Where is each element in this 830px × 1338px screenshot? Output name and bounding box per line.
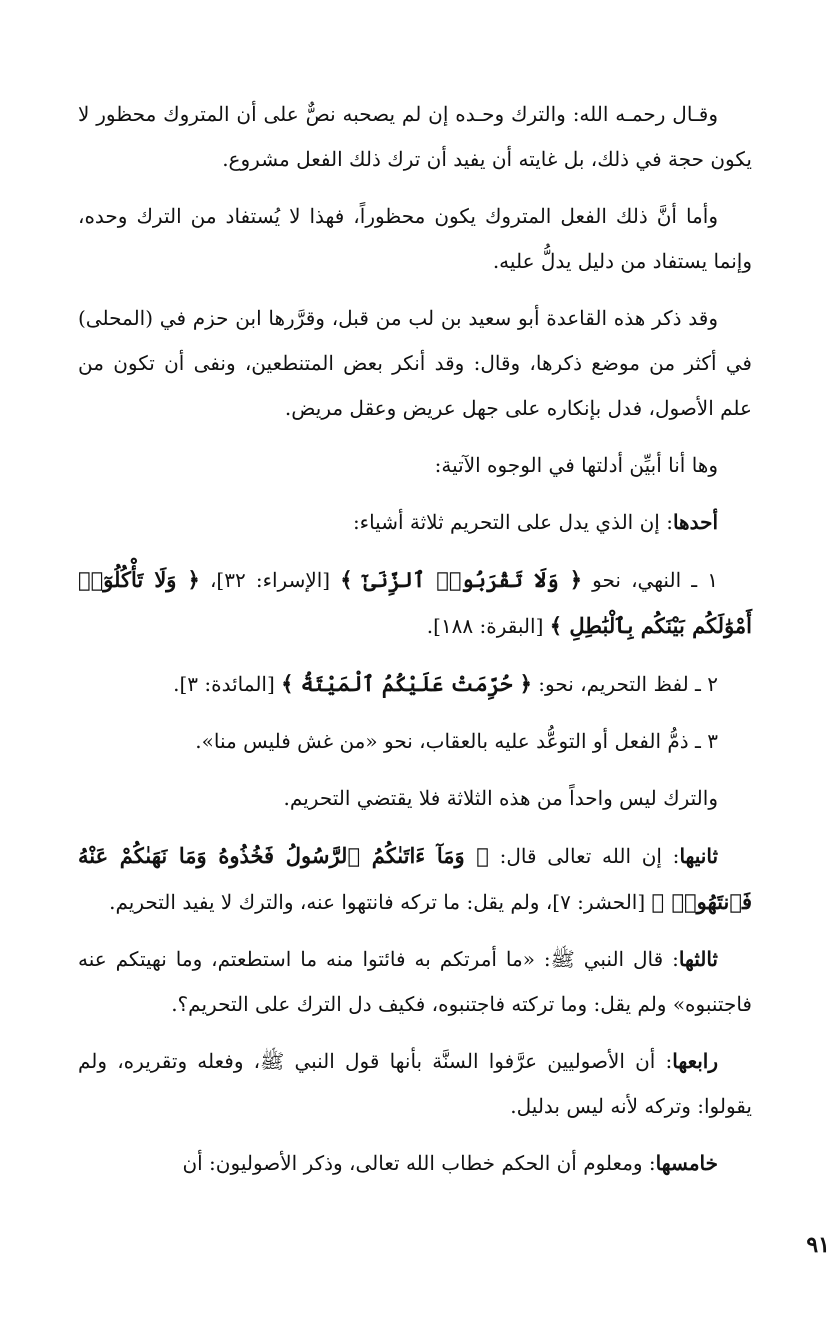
page-number: ٩١ [806, 1232, 830, 1258]
fifth-point-lead: خامسها [655, 1151, 718, 1175]
third-point-text: : قال النبي ﷺ: «ما أمرتكم به فائتوا منه ما استطعتم، وما نهيتكم عنه فاجتنبوه» ولم يقل: وما تركته فاجتنبوه، فكيف دل الترك على التحريم؟. [78, 947, 752, 1016]
second-point-prefix: : إن الله تعالى قال: [488, 844, 680, 868]
list-item-3-prefix: ٣ ـ ذمُّ الفعل أو التوعُّد عليه بالعقاب، نحو «من غش فليس منا». [195, 729, 718, 753]
paragraph-2-text: وأما أنَّ ذلك الفعل المتروك يكون محظوراً، فهذا لا يُستفاد من الترك وحده، وإنما يستفاد من دليل يدلُّ عليه. [78, 204, 752, 273]
fifth-point [78, 1141, 752, 1186]
second-point [78, 833, 752, 925]
conclusion-text: والترك ليس واحداً من هذه الثلاثة فلا يقتضي التحريم. [283, 786, 718, 810]
third-point-lead: ثالثها [678, 947, 718, 971]
paragraph-4 [78, 443, 752, 488]
first-point [78, 500, 752, 545]
list-item-1 [78, 557, 752, 649]
quran-verse-2: ﴿ وَلَا تَأْكُلُوٓا۟ أَمْوَٰلَكُم بَيْنَكُم بِٱلْبَٰطِلِ ﴾ [78, 567, 752, 638]
list-item-3 [78, 719, 752, 764]
third-point [78, 937, 752, 1027]
paragraph-3 [78, 296, 752, 431]
quran-verse-4: ﴿ وَمَآ ءَاتَىٰكُمُ ٱلرَّسُولُ فَخُذُوهُ وَمَا نَهَىٰكُمْ عَنْهُ فَٱنتَهُوا۟ ﴾ [78, 843, 752, 914]
paragraph-4-text: وها أنا أبيِّن أدلتها في الوجوه الآتية: [434, 453, 718, 477]
first-point-lead: أحدها [672, 510, 718, 534]
fourth-point [78, 1039, 752, 1129]
second-point-lead: ثانيها [679, 844, 719, 868]
fourth-point-lead: رابعها [672, 1049, 718, 1073]
list-item-2 [78, 661, 752, 707]
quran-verse-3: ﴿ حُرِّمَتْ عَلَيْكُمُ ٱلْمَيْتَةُ ﴾ [281, 671, 532, 696]
conclusion-paragraph [78, 776, 752, 821]
list-item-2-suffix: [المائدة: ٣]. [173, 672, 282, 696]
quran-verse-1: ﴿ وَلَا تَقْرَبُوا۟ ٱلزِّنَىٰٓ ﴾ [340, 567, 583, 592]
list-item-2-prefix: ٢ ـ لفظ التحريم، نحو: [531, 672, 718, 696]
paragraph-2 [78, 194, 752, 284]
second-point-suffix: [الحشر: ٧]، ولم يقل: ما تركه فانتهوا عنه، والترك لا يفيد التحريم. [109, 890, 652, 914]
list-item-1-prefix: ١ ـ النهي، نحو [582, 568, 718, 592]
list-item-1-suffix: [البقرة: ١٨٨]. [426, 614, 550, 638]
list-item-1-mid: [الإسراء: ٣٢]، [199, 568, 341, 592]
paragraph-3-text: وقد ذكر هذه القاعدة أبو سعيد بن لب من قبل، وقرَّرها ابن حزم في (المحلى) في أكثر من موضع ذكرها، وقال: وقد أنكر بعض المتنطعين، ونفى أن تكون من علم الأصول، فدل بإنكاره على جهل عريض وعقل مريض. [78, 306, 752, 420]
first-point-text: : إن الذي يدل على التحريم ثلاثة أشياء: [352, 510, 673, 534]
fifth-point-text: : ومعلوم أن الحكم خطاب الله تعالى، وذكر الأصوليون: أن [182, 1151, 656, 1175]
paragraph-1-text: وقـال رحمـه الله: والترك وحـده إن لم يصحبه نصٌّ على أن المتروك محظور لا يكون حجة في ذلك، بل غايته أن يفيد أن ترك ذلك الفعل مشروع. [78, 102, 752, 171]
fourth-point-text: : أن الأصوليين عرَّفوا السنَّة بأنها قول النبي ﷺ، وفعله وتقريره، ولم يقولوا: وتركه لأنه ليس بدليل. [78, 1049, 752, 1118]
paragraph-1 [78, 92, 752, 182]
